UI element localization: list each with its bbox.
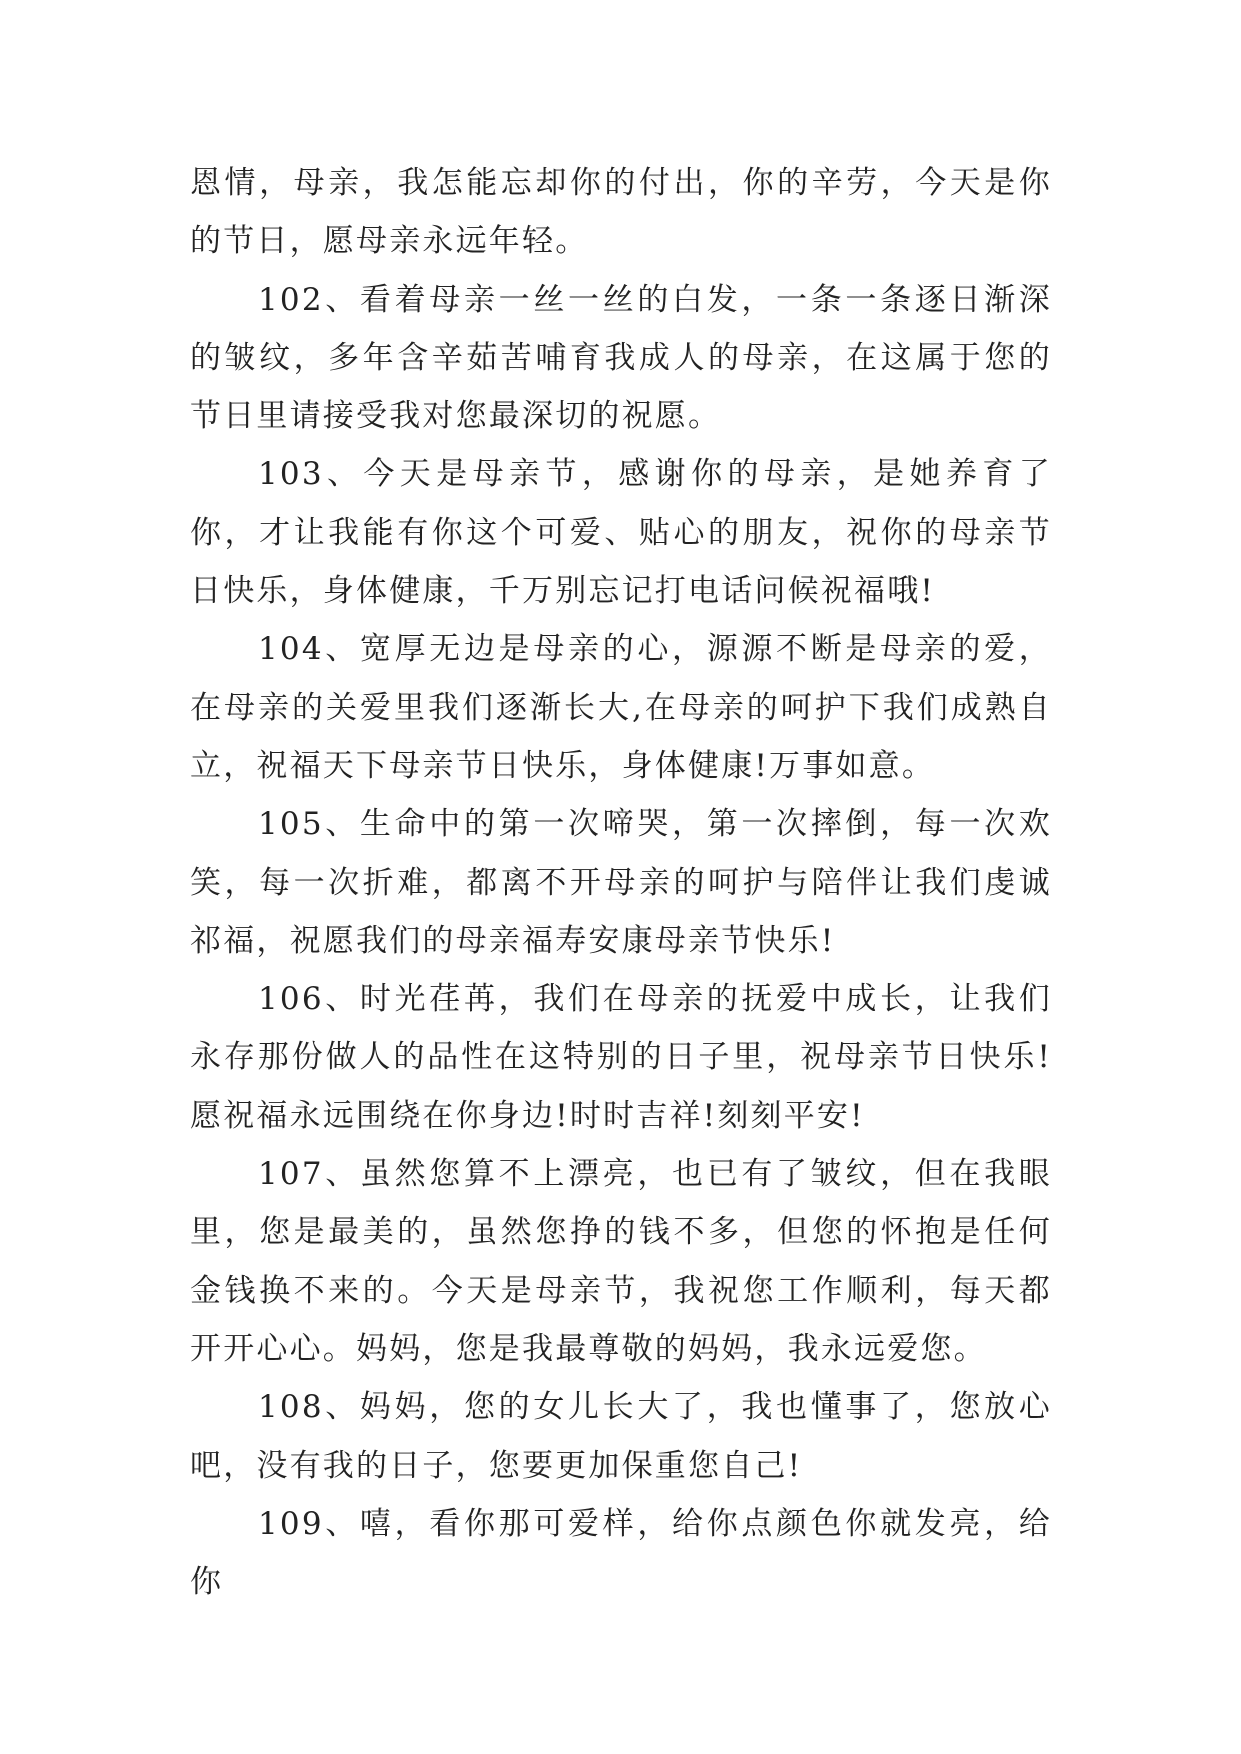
paragraph-106: 106、时光荏苒，我们在母亲的抚爱中成长，让我们永存那份做人的品性在这特别的日子里，祝母亲节日快乐!愿祝福永远围绕在你身边!时时吉祥!刻刻平安! [190,981,1052,1134]
paragraph-107: 107、虽然您算不上漂亮，也已有了皱纹，但在我眼里，您是最美的，虽然您挣的钱不多，但您的怀抱是任何金钱换不来的。今天是母亲节，我祝您工作顺利，每天都开开心心。妈妈，您是我最尊敬的妈妈，我永远爱您。 [190,1156,1052,1367]
document-body [190,154,1052,1611]
paragraph-103: 103、今天是母亲节，感谢你的母亲，是她养育了你，才让我能有你这个可爱、贴心的朋友，祝你的母亲节日快乐，身体健康，千万别忘记打电话问候祝福哦! [190,456,1052,610]
paragraph-108: 108、妈妈，您的女儿长大了，我也懂事了，您放心吧，没有我的日子，您要更加保重您自己! [190,1389,1052,1484]
paragraph-109: 109、嘻，看你那可爱样，给你点颜色你就发亮，给你 [190,1505,1052,1601]
paragraph-102: 102、看着母亲一丝一丝的白发，一条一条逐日渐深的皱纹，多年含辛茹苦哺育我成人的母亲，在这属于您的节日里请接受我对您最深切的祝愿。 [190,281,1052,435]
paragraph-continuation: 恩情，母亲，我怎能忘却你的付出，你的辛劳，今天是你的节日，愿母亲永远年轻。 [190,165,1052,260]
paragraph-104: 104、宽厚无边是母亲的心，源源不断是母亲的爱，在母亲的关爱里我们逐渐长大,在母亲的呵护下我们成熟自立，祝福天下母亲节日快乐，身体健康!万事如意。 [190,631,1052,784]
paragraph-105: 105、生命中的第一次啼哭，第一次摔倒，每一次欢笑，每一次折难，都离不开母亲的呵护与陪伴让我们虔诚祁福，祝愿我们的母亲福寿安康母亲节快乐! [190,806,1052,959]
